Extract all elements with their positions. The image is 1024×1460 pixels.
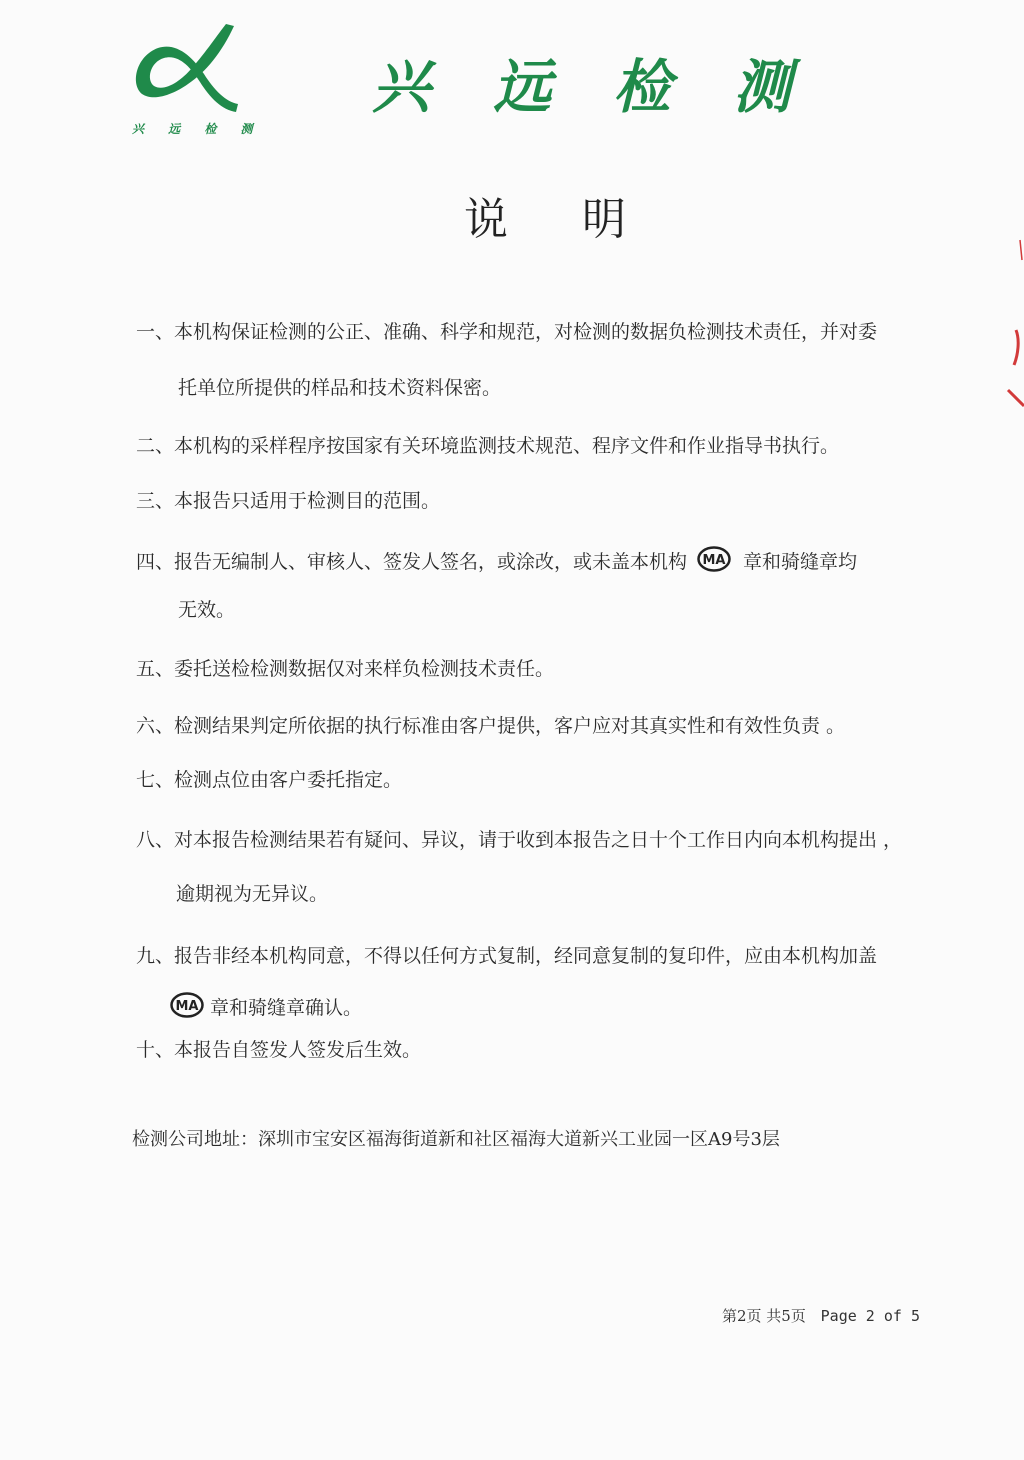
item-1-line-1: 一、本机构保证检测的公正、准确、科学和规范，对检测的数据负检测技术责任，并对委 (136, 321, 878, 343)
item-4-line-2: 无效。 (178, 599, 236, 621)
item-8-line-2: 逾期视为无异议。 (176, 883, 329, 905)
item-6: 六、检测结果判定所依据的执行标准由客户提供，客户应对其真实性和有效性负责 。 (136, 715, 846, 737)
cma-seal-icon (697, 546, 731, 580)
alpha-fish-logo-icon (130, 22, 240, 118)
item-9-line-2-wrap (170, 992, 362, 1026)
brand-char-4: 测 (733, 53, 792, 121)
company-logo (130, 22, 263, 142)
title-char-2: 明 (582, 194, 626, 245)
item-4-line-1 (136, 546, 857, 580)
brand-char-1: 兴 (372, 53, 431, 121)
item-4-text-a: 四、报告无编制人、审核人、签发人签名，或涂改，或未盖本机构 (136, 551, 688, 573)
cma-seal-icon (170, 992, 204, 1026)
item-9-line-2: 章和骑缝章确认。 (210, 997, 363, 1019)
item-5: 五、委托送检检测数据仅对来样负检测技术责任。 (136, 658, 555, 680)
company-address: 检测公司地址：深圳市宝安区福海街道新和社区福海大道新兴工业园一区A9号3层 (132, 1129, 780, 1150)
logo-caption: 兴 远 检 测 (132, 122, 263, 136)
svg-text:MA: MA (702, 553, 726, 568)
item-9-line-1: 九、报告非经本机构同意，不得以任何方式复制，经同意复制的复印件，应由本机构加盖 (136, 945, 878, 967)
seal-edge-mark-icon (1000, 230, 1024, 410)
brand-char-2: 远 (493, 53, 552, 121)
item-1-line-2: 托单位所提供的样品和技术资料保密。 (178, 377, 502, 399)
page-number-cn: 第2页 共5页 (722, 1307, 806, 1325)
item-3: 三、本报告只适用于检测目的范围。 (136, 490, 441, 512)
title-char-1: 说 (464, 194, 508, 245)
page-footer (722, 1304, 920, 1328)
item-2: 二、本机构的采样程序按国家有关环境监测技术规范、程序文件和作业指导书执行。 (136, 435, 840, 457)
item-10: 十、本报告自签发人签发后生效。 (136, 1039, 422, 1061)
item-4-text-b: 章和骑缝章均 (743, 551, 858, 573)
brand-char-3: 检 (613, 53, 672, 121)
item-7: 七、检测点位由客户委托指定。 (136, 769, 403, 791)
page-number-en: Page 2 of 5 (820, 1307, 920, 1325)
svg-text:MA: MA (175, 999, 199, 1014)
item-8-line-1: 八、对本报告检测结果若有疑问、异议，请于收到本报告之日十个工作日内向本机构提出 ， (136, 829, 903, 851)
